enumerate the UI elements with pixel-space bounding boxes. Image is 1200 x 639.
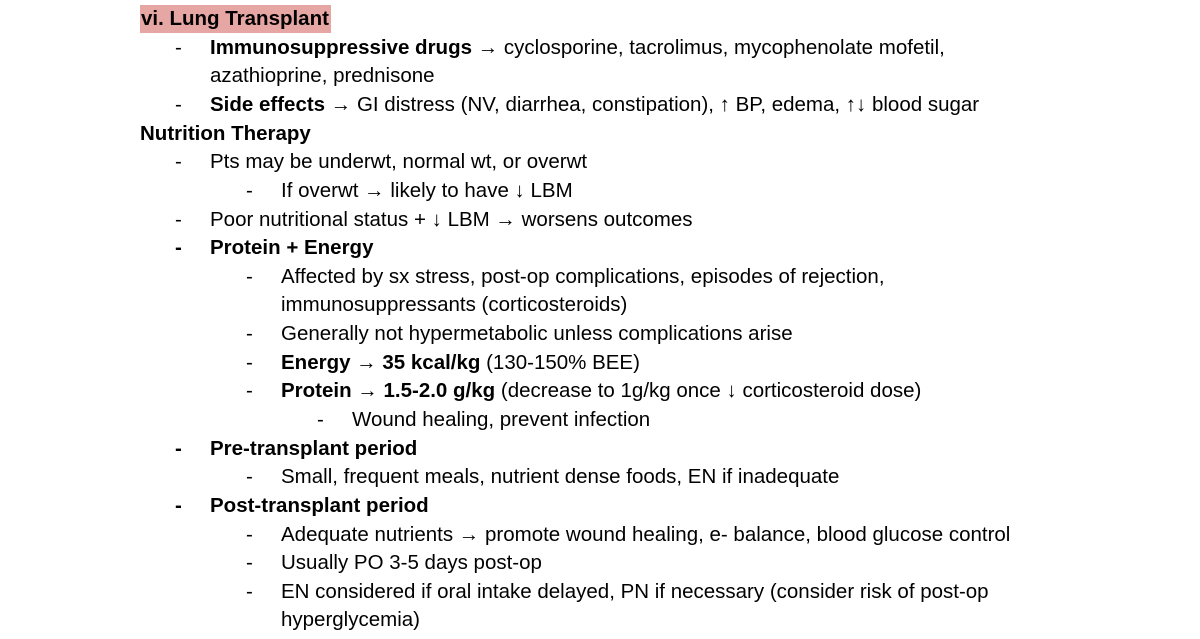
bullet-label: Side effects	[210, 93, 326, 116]
energy-requirement: Energy → 35 kcal/kg	[281, 351, 481, 374]
bullet-text	[210, 91, 979, 119]
bullet-text: EN considered if oral intake delayed, PN if necessary (consider risk of post-op	[281, 580, 989, 603]
bullet-text: Generally not hypermetabolic unless complications arise	[281, 322, 793, 345]
bullet-dash: -	[246, 523, 253, 546]
bullet-dash: -	[317, 408, 324, 431]
bullet-text: Pts may be underwt, normal wt, or overwt	[210, 150, 588, 173]
bullet-text: Small, frequent meals, nutrient dense foods, EN if inadequate	[281, 465, 840, 488]
bullet-text-continued: immunosuppressants (corticosteroids)	[281, 293, 628, 316]
bullet-label: Post-transplant period	[210, 494, 429, 517]
bullet-text: Affected by sx stress, post-op complications, episodes of rejection,	[281, 265, 885, 288]
bullet-text-continued: azathioprine, prednisone	[210, 64, 435, 87]
bullet-detail: (130-150% BEE)	[480, 351, 640, 374]
bullet-dash: -	[175, 93, 182, 116]
bullet-text	[281, 377, 921, 405]
bullet-dash: -	[246, 322, 253, 345]
bullet-label: Protein + Energy	[210, 236, 374, 259]
bullet-label: Pre-transplant period	[210, 437, 418, 460]
section-heading-lung-transplant: vi. Lung Transplant	[140, 5, 331, 33]
bullet-dash: -	[175, 150, 182, 173]
protein-requirement: Protein → 1.5-2.0 g/kg	[281, 379, 496, 402]
bullet-detail: → cyclosporine, tacrolimus, mycophenolate mofetil,	[472, 36, 945, 59]
bullet-text: If overwt → likely to have ↓ LBM	[281, 179, 573, 202]
bullet-text	[210, 34, 945, 62]
bullet-text: Usually PO 3-5 days post-op	[281, 551, 542, 574]
bullet-detail: (decrease to 1g/kg once ↓ corticosteroid dose)	[495, 379, 922, 402]
bullet-text-continued: hyperglycemia)	[281, 608, 420, 631]
bullet-text: Wound healing, prevent infection	[352, 408, 651, 431]
bullet-dash: -	[175, 236, 182, 259]
bullet-dash: -	[175, 208, 182, 231]
bullet-text: Adequate nutrients → promote wound healing, e- balance, blood glucose control	[281, 523, 1011, 546]
bullet-dash: -	[246, 379, 253, 402]
bullet-dash: -	[246, 179, 253, 202]
bullet-label: Immunosuppressive drugs	[210, 36, 473, 59]
bullet-dash: -	[246, 551, 253, 574]
bullet-dash: -	[175, 437, 182, 460]
bullet-detail: → GI distress (NV, diarrhea, constipation), ↑ BP, edema, ↑↓ blood sugar	[325, 93, 980, 116]
bullet-text: Poor nutritional status + ↓ LBM → worsens outcomes	[210, 208, 693, 231]
section-heading-nutrition-therapy: Nutrition Therapy	[140, 122, 311, 145]
bullet-dash: -	[175, 494, 182, 517]
bullet-dash: -	[246, 580, 253, 603]
bullet-dash: -	[175, 36, 182, 59]
bullet-text	[281, 349, 640, 377]
bullet-dash: -	[246, 465, 253, 488]
bullet-dash: -	[246, 351, 253, 374]
bullet-dash: -	[246, 265, 253, 288]
